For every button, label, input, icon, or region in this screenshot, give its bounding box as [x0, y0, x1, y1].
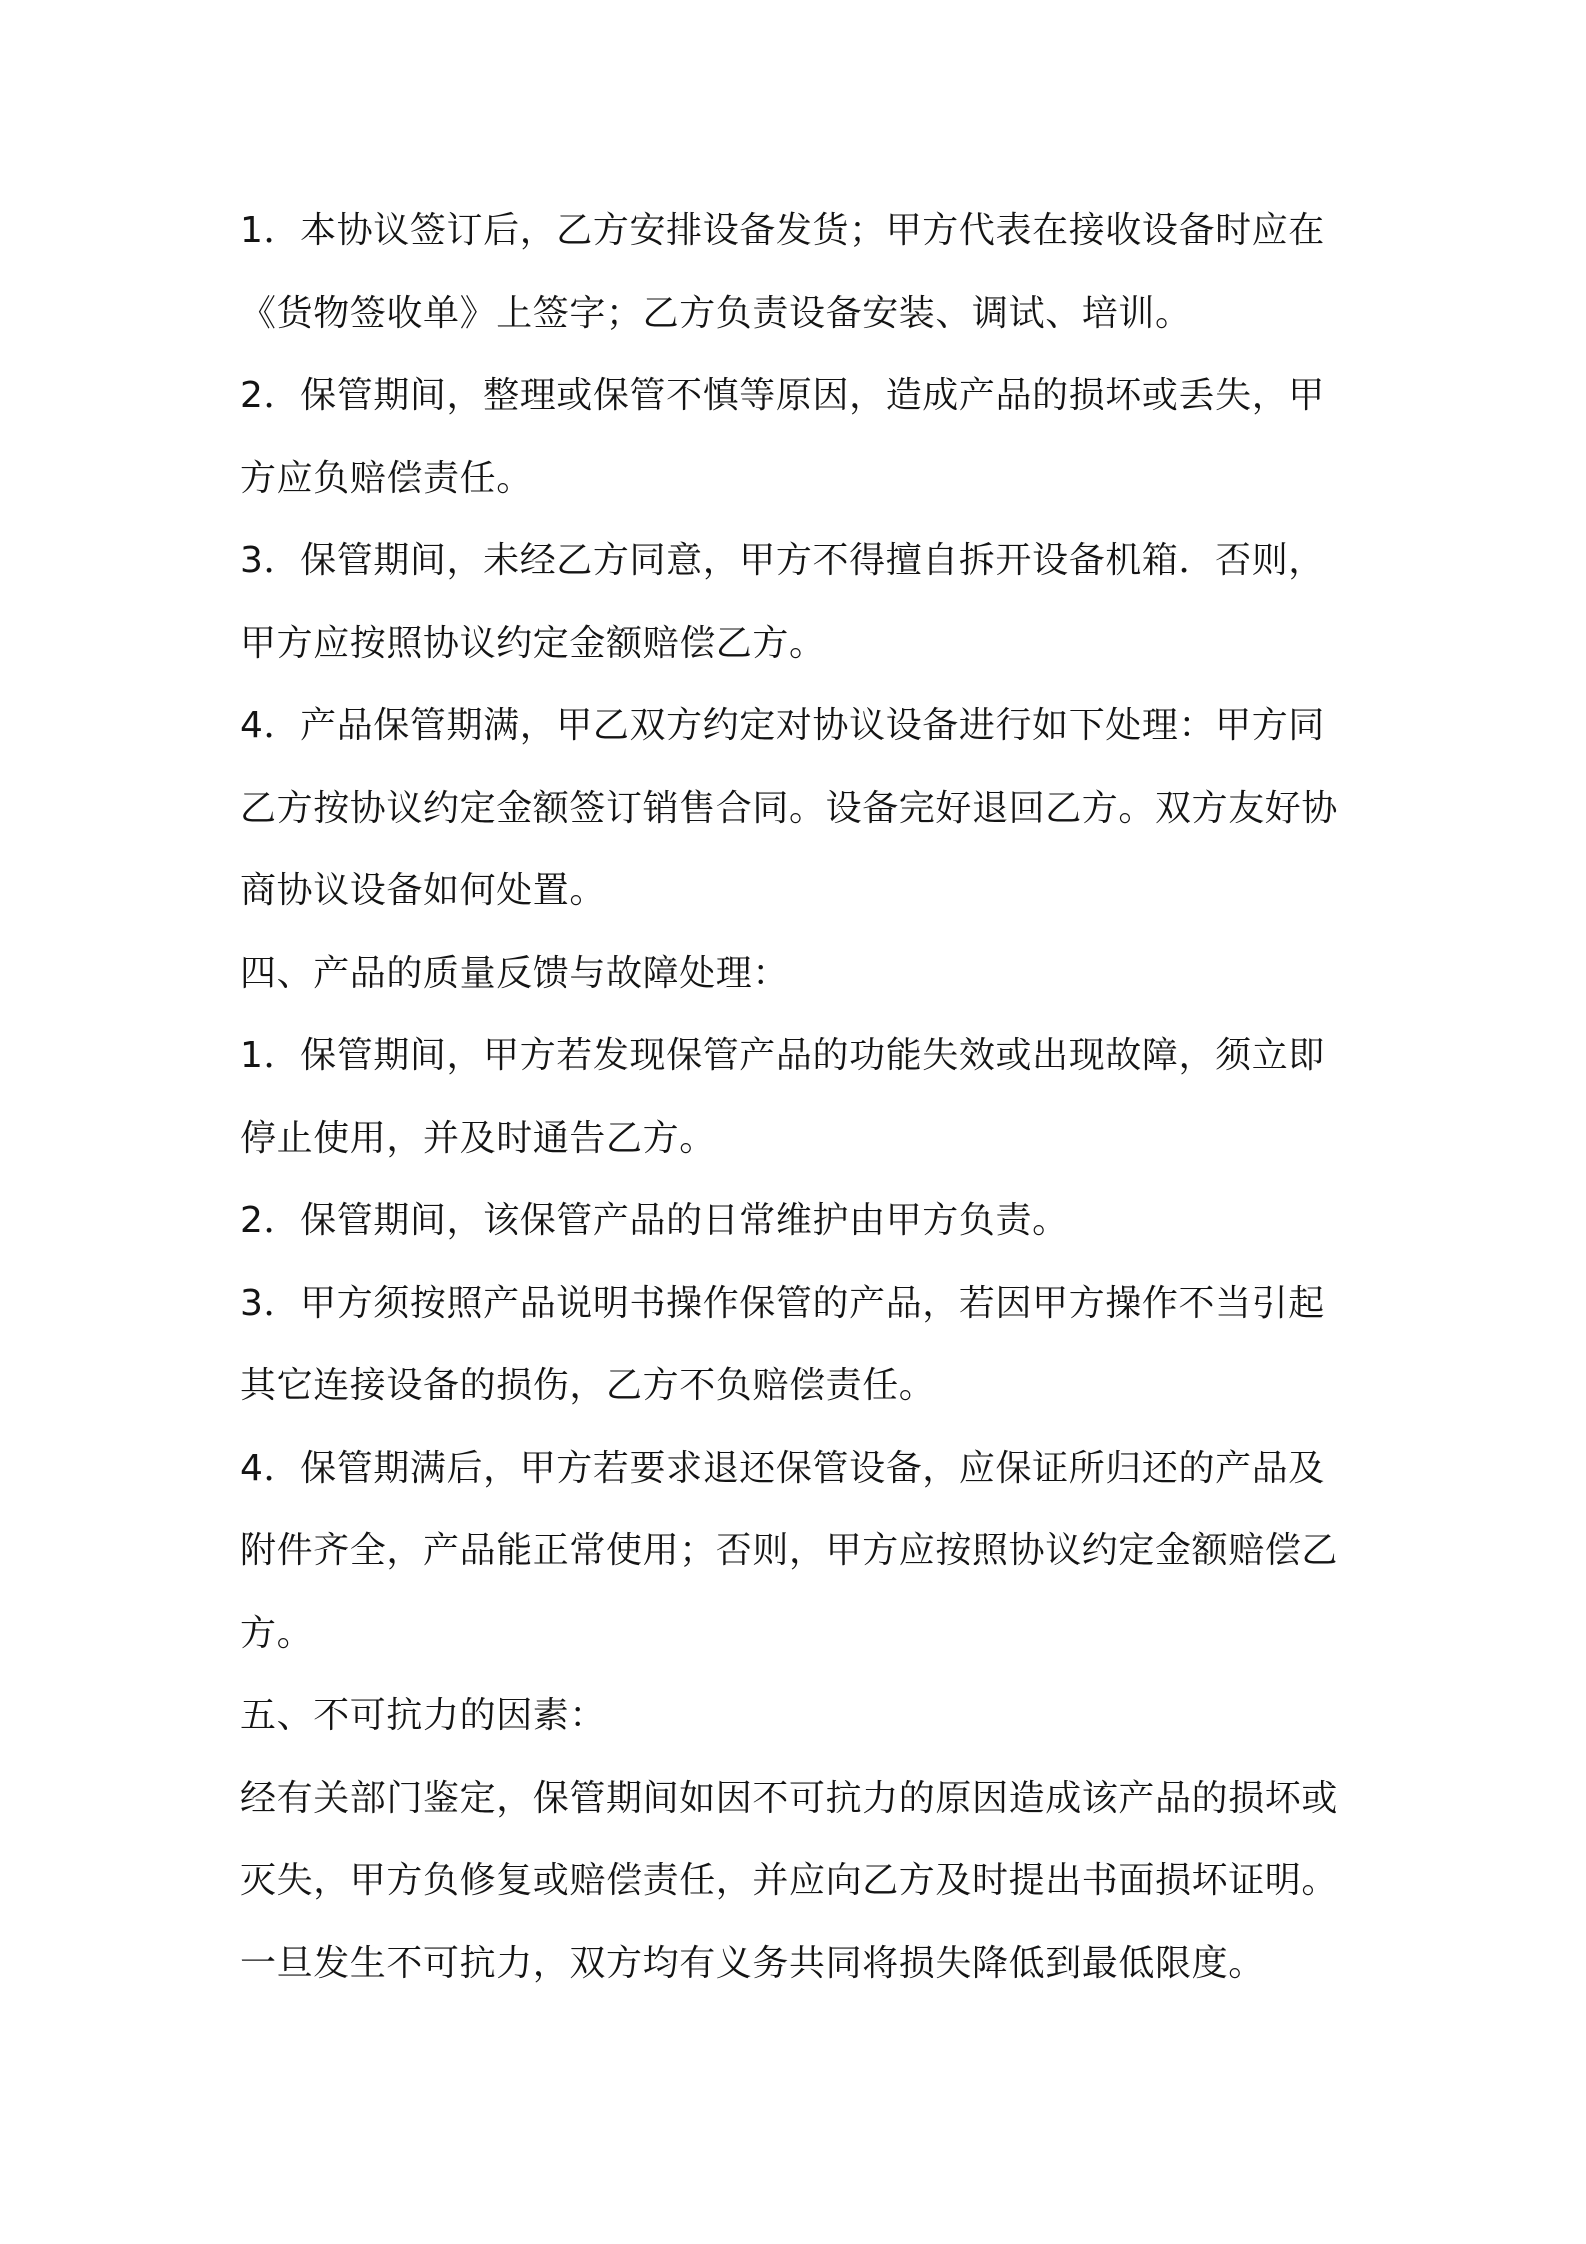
text-line: 商协议设备如何处置。 — [240, 870, 607, 911]
text-line: 3．甲方须按照产品说明书操作保管的产品，若因甲方操作不当引起 — [240, 1282, 1325, 1324]
text-line: 其它连接设备的损伤，乙方不负赔偿责任。 — [240, 1365, 936, 1406]
document-body — [240, 190, 1370, 2005]
text-line: 灭失，甲方负修复或赔偿责任，并应向乙方及时提出书面损坏证明。 — [240, 1860, 1339, 1901]
text-line: 一旦发生不可抗力，双方均有义务共同将损失降低到最低限度。 — [240, 1942, 1265, 1984]
text-line: 4．保管期满后，甲方若要求退还保管设备，应保证所归还的产品及 — [240, 1447, 1325, 1489]
text-line: 方。 — [240, 1612, 314, 1654]
section-heading: 五、不可抗力的因素： — [240, 1695, 607, 1736]
section-heading: 四、产品的质量反馈与故障处理： — [240, 952, 790, 994]
text-line: 2．保管期间，整理或保管不慎等原因，造成产品的损坏或丢失，甲 — [240, 375, 1325, 416]
text-line: 方应负赔偿责任。 — [240, 457, 533, 499]
text-line: 4．产品保管期满，甲乙双方约定对协议设备进行如下处理：甲方同 — [240, 705, 1325, 746]
text-line: 经有关部门鉴定，保管期间如因不可抗力的原因造成该产品的损坏或 — [240, 1777, 1339, 1819]
text-line: 甲方应按照协议约定金额赔偿乙方。 — [240, 622, 826, 664]
text-line: 停止使用，并及时通告乙方。 — [240, 1117, 716, 1159]
text-line: 2．保管期间，该保管产品的日常维护由甲方负责。 — [240, 1200, 1069, 1241]
text-line: 1．本协议签订后，乙方安排设备发货；甲方代表在接收设备时应在 — [240, 210, 1325, 251]
text-line: 附件齐全，产品能正常使用；否则，甲方应按照协议约定金额赔偿乙 — [240, 1530, 1339, 1571]
text-line: 乙方按协议约定金额签订销售合同。设备完好退回乙方。双方友好协 — [240, 787, 1339, 829]
text-line: 1．保管期间，甲方若发现保管产品的功能失效或出现故障，须立即 — [240, 1035, 1325, 1076]
text-line: 《货物签收单》上签字；乙方负责设备安装、调试、培训。 — [240, 292, 1192, 334]
text-line: 3．保管期间，未经乙方同意，甲方不得擅自拆开设备机箱．否则， — [240, 540, 1325, 581]
